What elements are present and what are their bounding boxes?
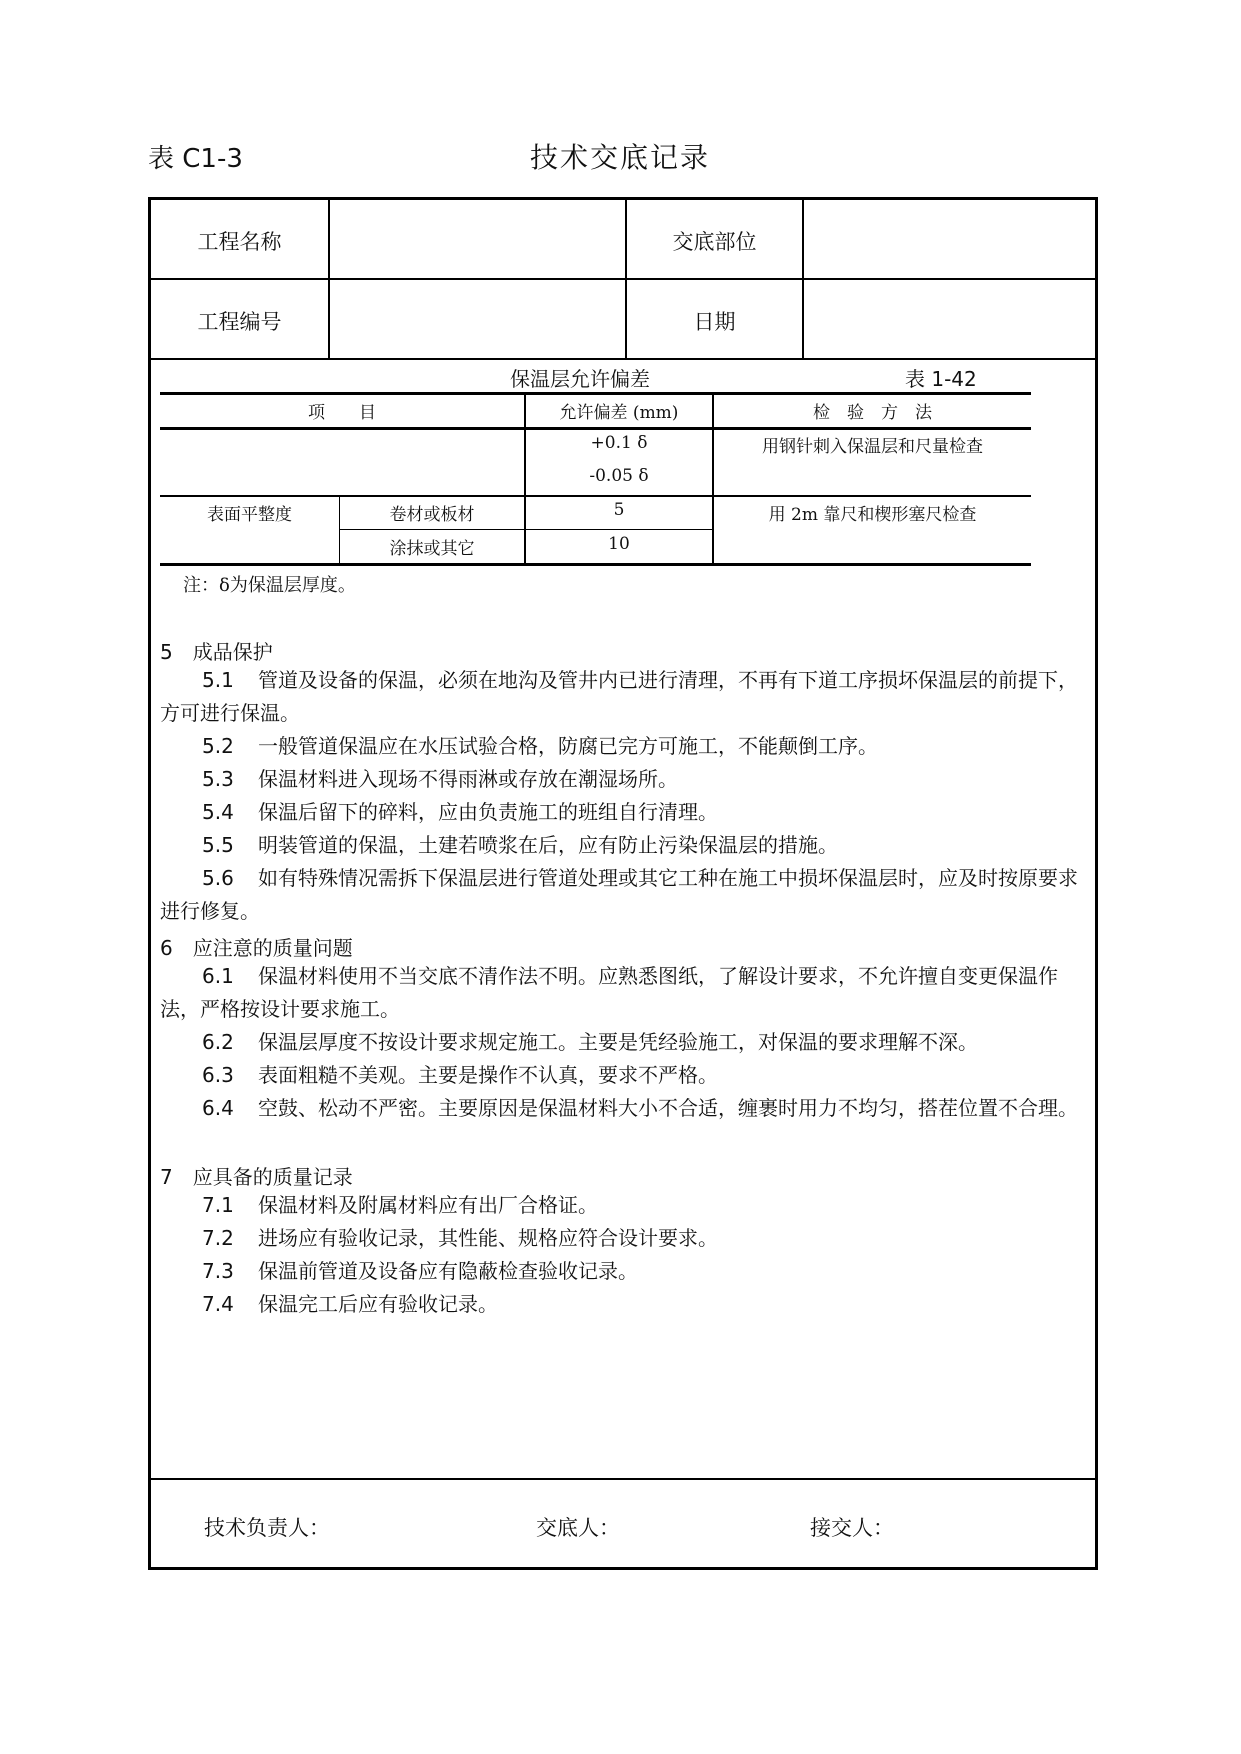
tech-lead-signature-label: 技术负责人：	[204, 1516, 330, 1540]
item-number: 6.4	[202, 1096, 234, 1120]
item-7-3	[160, 1255, 1095, 1288]
grid-line	[802, 200, 804, 358]
item-6-2	[160, 1026, 1095, 1059]
item-text: 表面粗糙不美观。主要是操作不认真，要求不严格。	[258, 1063, 718, 1087]
item-number: 5.2	[202, 734, 234, 758]
item-7-4	[160, 1288, 1095, 1321]
item-surface-flatness: 表面平整度	[207, 505, 292, 525]
item-number: 7.1	[202, 1193, 234, 1217]
method-flatness: 用 2m 靠尺和楔形塞尺检查	[768, 505, 977, 525]
sub-coating-other: 涂抹或其它	[389, 539, 475, 559]
item-text: 管道及设备的保温，必须在地沟及管井内已进行清理，不再有下道工序损坏保温层的前提下，方可进行保温。	[160, 668, 1078, 725]
item-text: 空鼓、松动不严密。主要原因是保温材料大小不合适，缠裹时用力不均匀，搭茬位置不合理。	[258, 1096, 1078, 1120]
item-number: 6.3	[202, 1063, 234, 1087]
item-number: 5.4	[202, 800, 234, 824]
item-text: 保温完工后应有验收记录。	[258, 1292, 498, 1316]
item-text: 保温材料使用不当交底不清作法不明。应熟悉图纸，了解设计要求，不允许擅自变更保温作法，严格按设计要求施工。	[160, 964, 1058, 1021]
receiver-signature-label: 接交人：	[810, 1516, 894, 1540]
table-top-rule	[160, 392, 1031, 395]
section-6-heading: 6 应注意的质量问题	[160, 936, 353, 960]
tolerance-roll-board: 5	[613, 500, 625, 520]
item-5-1	[160, 664, 1095, 730]
deviation-table-number: 表 1-42	[905, 367, 977, 391]
item-number: 5.3	[202, 767, 234, 791]
item-number: 5.5	[202, 833, 234, 857]
item-5-2	[160, 730, 1095, 763]
section-5-heading: 5 成品保护	[160, 640, 273, 664]
tolerance-upper: +0.1 δ	[590, 433, 648, 453]
table-bottom-rule	[160, 563, 1031, 566]
tolerance-coating-other: 10	[608, 534, 630, 554]
project-name-label: 工程名称	[197, 230, 282, 254]
item-7-1	[160, 1189, 1095, 1222]
item-text: 保温层厚度不按设计要求规定施工。主要是凭经验施工，对保温的要求理解不深。	[258, 1030, 978, 1054]
item-7-2	[160, 1222, 1095, 1255]
table-subrow-rule	[340, 529, 712, 530]
signature-divider	[151, 1478, 1095, 1480]
method-thickness: 用钢针刺入保温层和尺量检查	[762, 437, 983, 457]
item-5-4	[160, 796, 1095, 829]
item-text: 一般管道保温应在水压试验合格，防腐已完方可施工，不能颠倒工序。	[258, 734, 878, 758]
item-number: 5.6	[202, 866, 234, 890]
item-5-5	[160, 829, 1095, 862]
item-text: 明装管道的保温，土建若喷浆在后，应有防止污染保温层的措施。	[258, 833, 838, 857]
table-row-rule	[160, 495, 1031, 497]
item-5-6	[160, 862, 1095, 928]
item-text: 保温后留下的碎料，应由负责施工的班组自行清理。	[258, 800, 718, 824]
handover-part-label: 交底部位	[672, 230, 757, 254]
discloser-signature-label: 交底人：	[536, 1516, 620, 1540]
sub-roll-board: 卷材或板材	[389, 505, 475, 525]
item-number: 7.4	[202, 1292, 234, 1316]
item-number: 5.1	[202, 668, 234, 692]
item-text: 进场应有验收记录，其性能、规格应符合设计要求。	[258, 1226, 718, 1250]
header-item: 项 目	[308, 403, 376, 423]
item-5-3	[160, 763, 1095, 796]
table-header-rule	[160, 427, 1031, 430]
section-7-heading: 7 应具备的质量记录	[160, 1165, 353, 1189]
item-number: 6.2	[202, 1030, 234, 1054]
item-text: 如有特殊情况需拆下保温层进行管道处理或其它工种在施工中损坏保温层时，应及时按原要求进行修复。	[160, 866, 1078, 923]
item-number: 7.2	[202, 1226, 234, 1250]
tolerance-lower: -0.05 δ	[589, 466, 649, 486]
item-text: 保温材料及附属材料应有出厂合格证。	[258, 1193, 598, 1217]
project-no-label: 工程编号	[197, 310, 282, 334]
header-method: 检 验 方 法	[813, 403, 932, 423]
header-tolerance: 允许偏差 (mm)	[559, 403, 679, 423]
date-label: 日期	[693, 310, 736, 334]
grid-line	[151, 278, 1095, 280]
grid-line	[328, 200, 330, 358]
item-number: 7.3	[202, 1259, 234, 1283]
item-number: 6.1	[202, 964, 234, 988]
item-6-3	[160, 1059, 1095, 1092]
item-6-4	[160, 1092, 1095, 1125]
table-note: 注：δ为保温层厚度。	[183, 575, 356, 596]
deviation-table-title: 保温层允许偏差	[510, 367, 650, 391]
item-text: 保温前管道及设备应有隐蔽检查验收记录。	[258, 1259, 638, 1283]
document-title: 技术交底记录	[529, 141, 710, 174]
form-code: 表 C1-3	[148, 144, 243, 174]
grid-line	[151, 358, 1095, 360]
item-6-1	[160, 960, 1095, 1026]
item-text: 保温材料进入现场不得雨淋或存放在潮湿场所。	[258, 767, 678, 791]
